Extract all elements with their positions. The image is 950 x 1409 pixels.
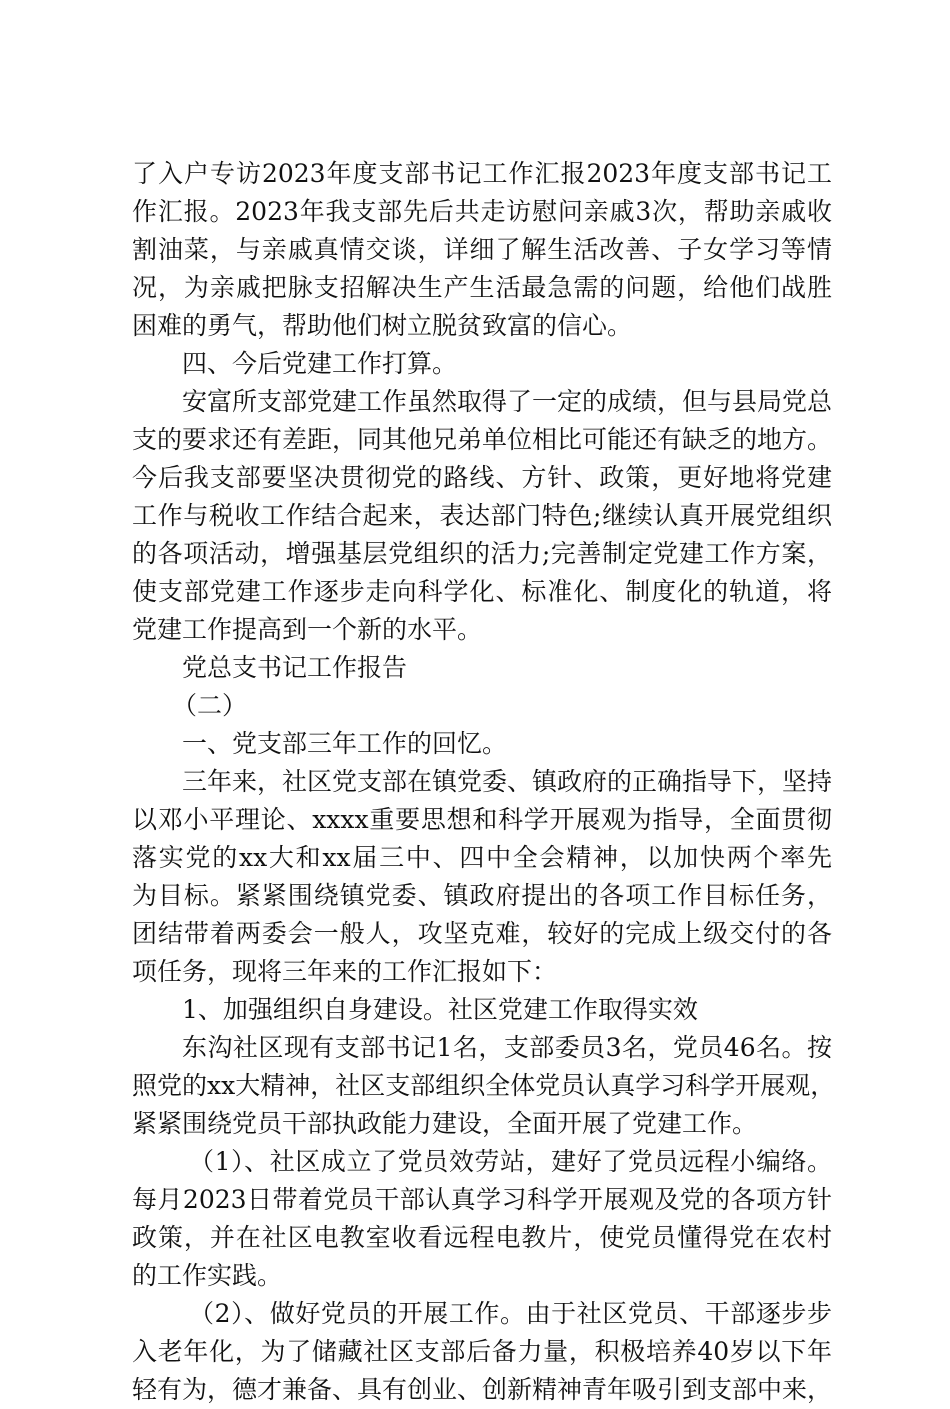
text-line: 轻有为，德才兼备、具有创业、创新精神青年吸引到支部中来， [132,1375,833,1404]
text-line: 每月2023日带着党员干部认真学习科学开展观及党的各项方针 [132,1185,832,1214]
text-line: 以邓小平理论、xxxx重要思想和科学开展观为指导，全面贯彻 [132,805,832,834]
text-line: 使支部党建工作逐步走向科学化、标准化、制度化的轨道，将 [132,577,832,606]
text-line: 为目标。紧紧围绕镇党委、镇政府提出的各项工作目标任务， [132,881,832,910]
report-title: 党总支书记工作报告 [182,653,408,682]
text-line: （2）、做好党员的开展工作。由于社区党员、干部逐步步 [189,1299,832,1328]
text-line: 入老年化，为了储藏社区支部后备力量，积极培养40岁以下年 [132,1337,832,1366]
text-line: 今后我支部要坚决贯彻党的路线、方针、政策，更好地将党建 [132,463,832,492]
text-line: 工作与税收工作结合起来，表达部门特色;继续认真开展党组织 [132,501,832,530]
text-line: 况，为亲戚把脉支招解决生产生活最急需的问题，给他们战胜 [132,273,832,302]
text-line: 割油菜，与亲戚真情交谈，详细了解生活改善、子女学习等情 [132,235,832,264]
text-line: 紧紧围绕党员干部执政能力建设，全面开展了党建工作。 [132,1109,758,1138]
subsection-heading: 1、加强组织自身建设。社区党建工作取得实效 [182,995,698,1024]
text-line: 的各项活动，增强基层党组织的活力;完善制定党建工作方案， [132,539,832,568]
text-line: 三年来，社区党支部在镇党委、镇政府的正确指导下，坚持 [182,767,833,796]
text-line: 安富所支部党建工作虽然取得了一定的成绩，但与县局党总 [182,387,833,416]
section-heading: 四、今后党建工作打算。 [182,349,458,378]
text-line: 了入户专访2023年度支部书记工作汇报2023年度支部书记工 [132,159,832,188]
text-line: 作汇报。2023年我支部先后共走访慰问亲戚3次，帮助亲戚收 [132,197,832,226]
report-part-number: （二） [172,691,248,720]
text-line: 政策，并在社区电教室收看远程电教片，使党员懂得党在农村 [132,1223,832,1252]
text-line: 东沟社区现有支部书记1名，支部委员3名，党员46名。按 [182,1033,832,1062]
text-line: 照党的xx大精神，社区支部组织全体党员认真学习科学开展观， [132,1071,836,1100]
section-heading: 一、党支部三年工作的回忆。 [182,729,508,758]
text-line: 团结带着两委会一般人，攻坚克难，较好的完成上级交付的各 [132,919,832,948]
text-line: 党建工作提高到一个新的水平。 [132,615,483,644]
text-line: 落实党的xx大和xx届三中、四中全会精神，以加快两个率先 [132,843,832,872]
text-line: 项任务，现将三年来的工作汇报如下： [132,957,558,986]
text-line: 的工作实践。 [132,1261,283,1290]
text-line: 支的要求还有差距，同其他兄弟单位相比可能还有缺乏的地方。 [132,425,833,454]
text-line: （1）、社区成立了党员效劳站，建好了党员远程小编络。 [189,1147,832,1176]
document-page [132,155,836,1409]
text-line: 困难的勇气，帮助他们树立脱贫致富的信心。 [132,311,633,340]
